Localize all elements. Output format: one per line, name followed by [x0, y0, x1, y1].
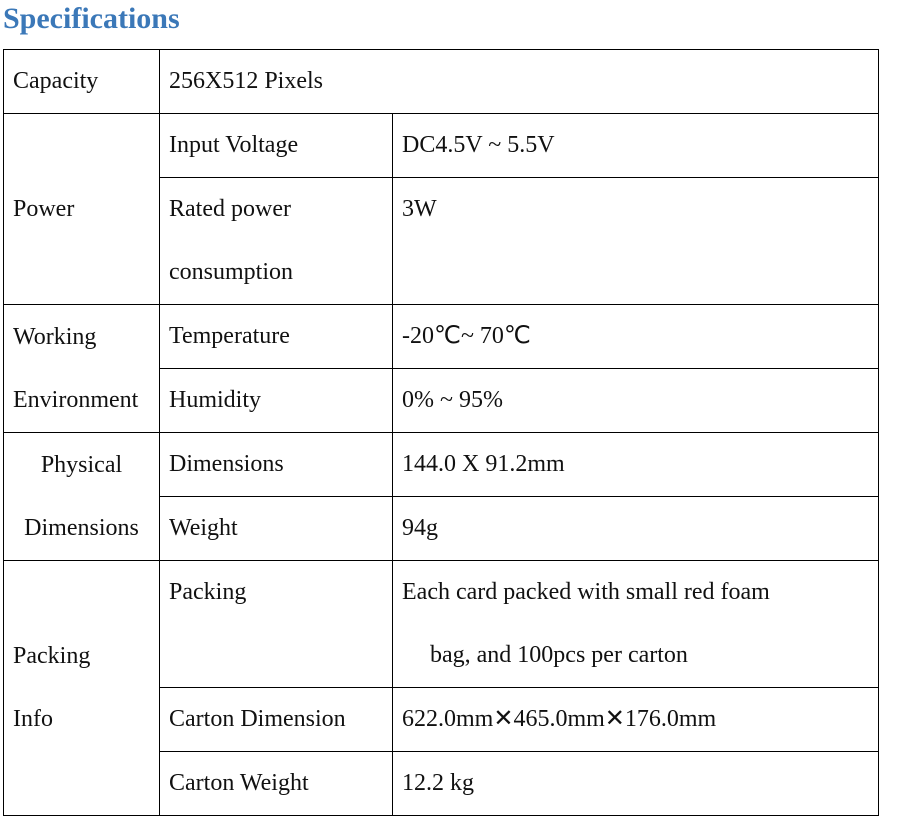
label-temperature: Temperature [160, 305, 393, 369]
value-humidity: 0% ~ 95% [393, 369, 879, 433]
group-label-physical-line2: Dimensions [24, 514, 139, 541]
group-label-power: Power [4, 114, 160, 305]
label-rated-power-line2: consumption [169, 259, 293, 285]
group-label-physical-dimensions [4, 433, 160, 561]
value-input-voltage: DC4.5V ~ 5.5V [393, 114, 879, 178]
value-temperature: -20℃~ 70℃ [393, 305, 879, 369]
label-packing: Packing [160, 561, 393, 688]
value-carton-weight: 12.2 kg [393, 752, 879, 816]
value-weight: 94g [393, 497, 879, 561]
table-row [4, 50, 879, 114]
label-humidity: Humidity [160, 369, 393, 433]
group-label-packing-line2: Info [13, 706, 53, 732]
label-rated-power [160, 178, 393, 305]
group-label-packing-line1: Packing [13, 643, 91, 669]
label-dimensions: Dimensions [160, 433, 393, 497]
label-carton-dimension: Carton Dimension [160, 688, 393, 752]
label-input-voltage: Input Voltage [160, 114, 393, 178]
value-carton-dimension: 622.0mm✕465.0mm✕176.0mm [393, 688, 879, 752]
group-label-packing-info [4, 561, 160, 816]
group-label-working-line2: Environment [13, 386, 139, 413]
table-row [4, 114, 879, 178]
table-row [4, 561, 879, 688]
table-row [4, 433, 879, 497]
value-capacity: 256X512 Pixels [160, 50, 879, 114]
value-packing-line1: Each card packed with small red foam [402, 579, 770, 605]
label-carton-weight: Carton Weight [160, 752, 393, 816]
row-label-capacity: Capacity [4, 50, 160, 114]
value-packing [393, 561, 879, 688]
value-packing-line2: bag, and 100pcs per carton [430, 642, 688, 668]
label-rated-power-line1: Rated power [169, 196, 291, 222]
specifications-table [3, 49, 879, 816]
value-rated-power: 3W [393, 178, 879, 305]
group-label-working-line1: Working [13, 323, 97, 350]
group-label-physical-line1: Physical [40, 451, 123, 478]
table-row [4, 305, 879, 369]
page-title: Specifications [3, 2, 180, 35]
value-dimensions: 144.0 X 91.2mm [393, 433, 879, 497]
label-weight: Weight [160, 497, 393, 561]
group-label-working-environment [4, 305, 160, 433]
